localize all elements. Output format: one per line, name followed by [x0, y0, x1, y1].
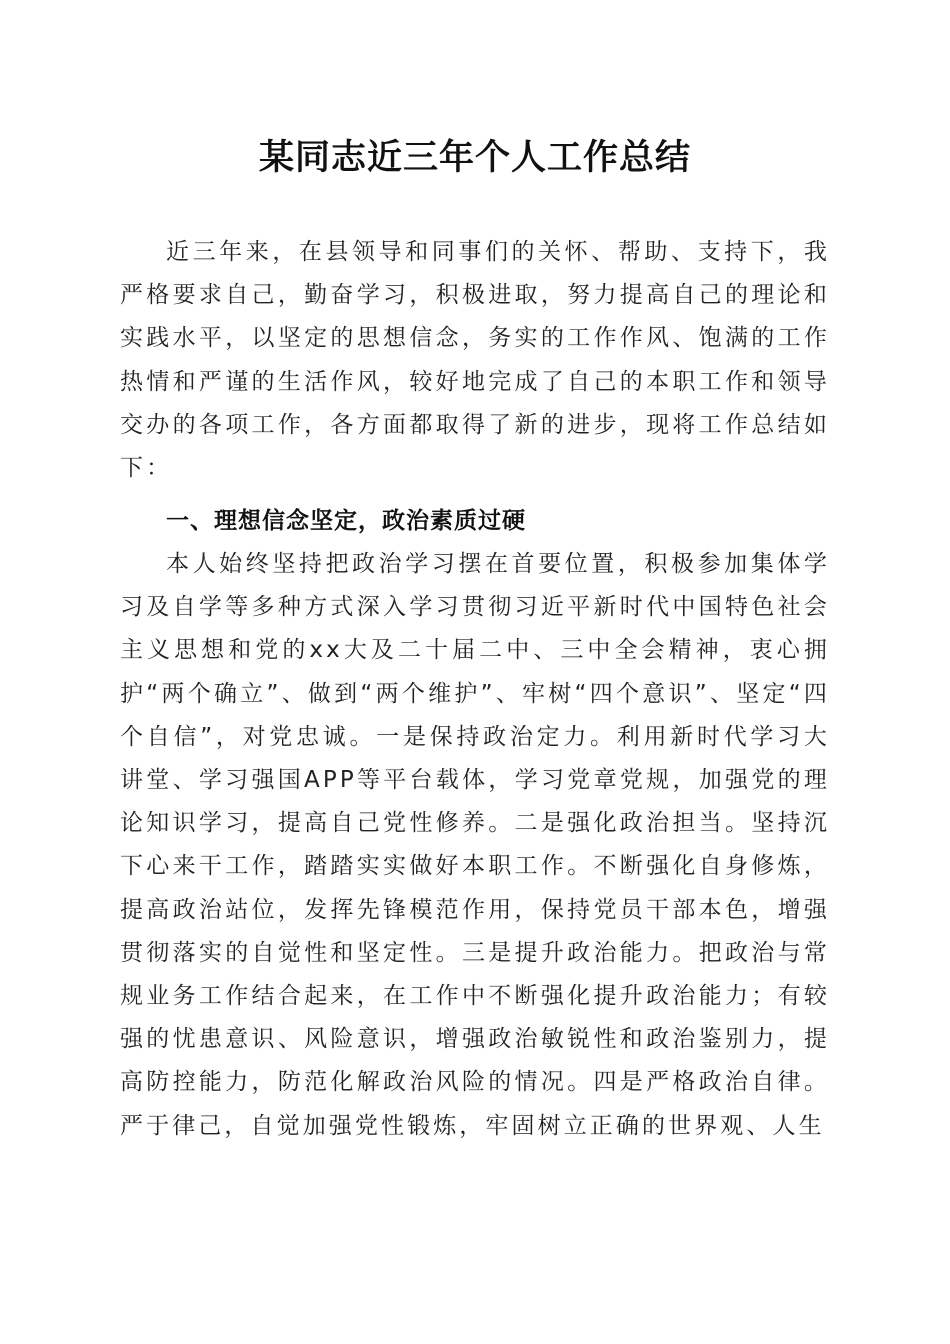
section-heading: 一、理想信念坚定，政治素质过硬 — [166, 508, 526, 534]
document-title: 某同志近三年个人工作总结 — [258, 137, 691, 178]
intro-paragraph: 近三年来，在县领导和同事们的关怀、帮助、支持下，我严格要求自己，勤奋学习，积极进取，努力提高自己的理论和实践水平，以坚定的思想信念，务实的工作作风、饱满的工作热情和严谨的生活作风，较好地完成了自己的本职工作和领导交办的各项工作，各方面都取得了新的进步，现将工作总结如下： — [120, 239, 830, 482]
section-body-paragraph: 本人始终坚持把政治学习摆在首要位置，积极参加集体学习及自学等多种方式深入学习贯彻习近平新时代中国特色社会主义思想和党的xx大及二十届二中、三中全会精神，衷心拥护“两个确立”、做到“两个维护”、牢树“四个意识”、坚定“四个自信”，对党忠诚。一是保持政治定力。利用新时代学习大讲堂、学习强国APP等平台载体，学习党章党规，加强党的理论知识学习，提高自己党性修养。二是强化政治担当。坚持沉下心来干工作，踏踏实实做好本职工作。不断强化自身修炼，提高政治站位，发挥先锋模范作用，保持党员干部本色，增强贯彻落实的自觉性和坚定性。三是提升政治能力。把政治与常规业务工作结合起来，在工作中不断强化提升政治能力；有较强的忧患意识、风险意识，增强政治敏锐性和政治鉴别力，提高防控能力，防范化解政治风险的情况。四是严格政治自律。严于律己，自觉加强党性锻炼，牢固树立正确的世界观、人生 — [120, 551, 830, 1139]
